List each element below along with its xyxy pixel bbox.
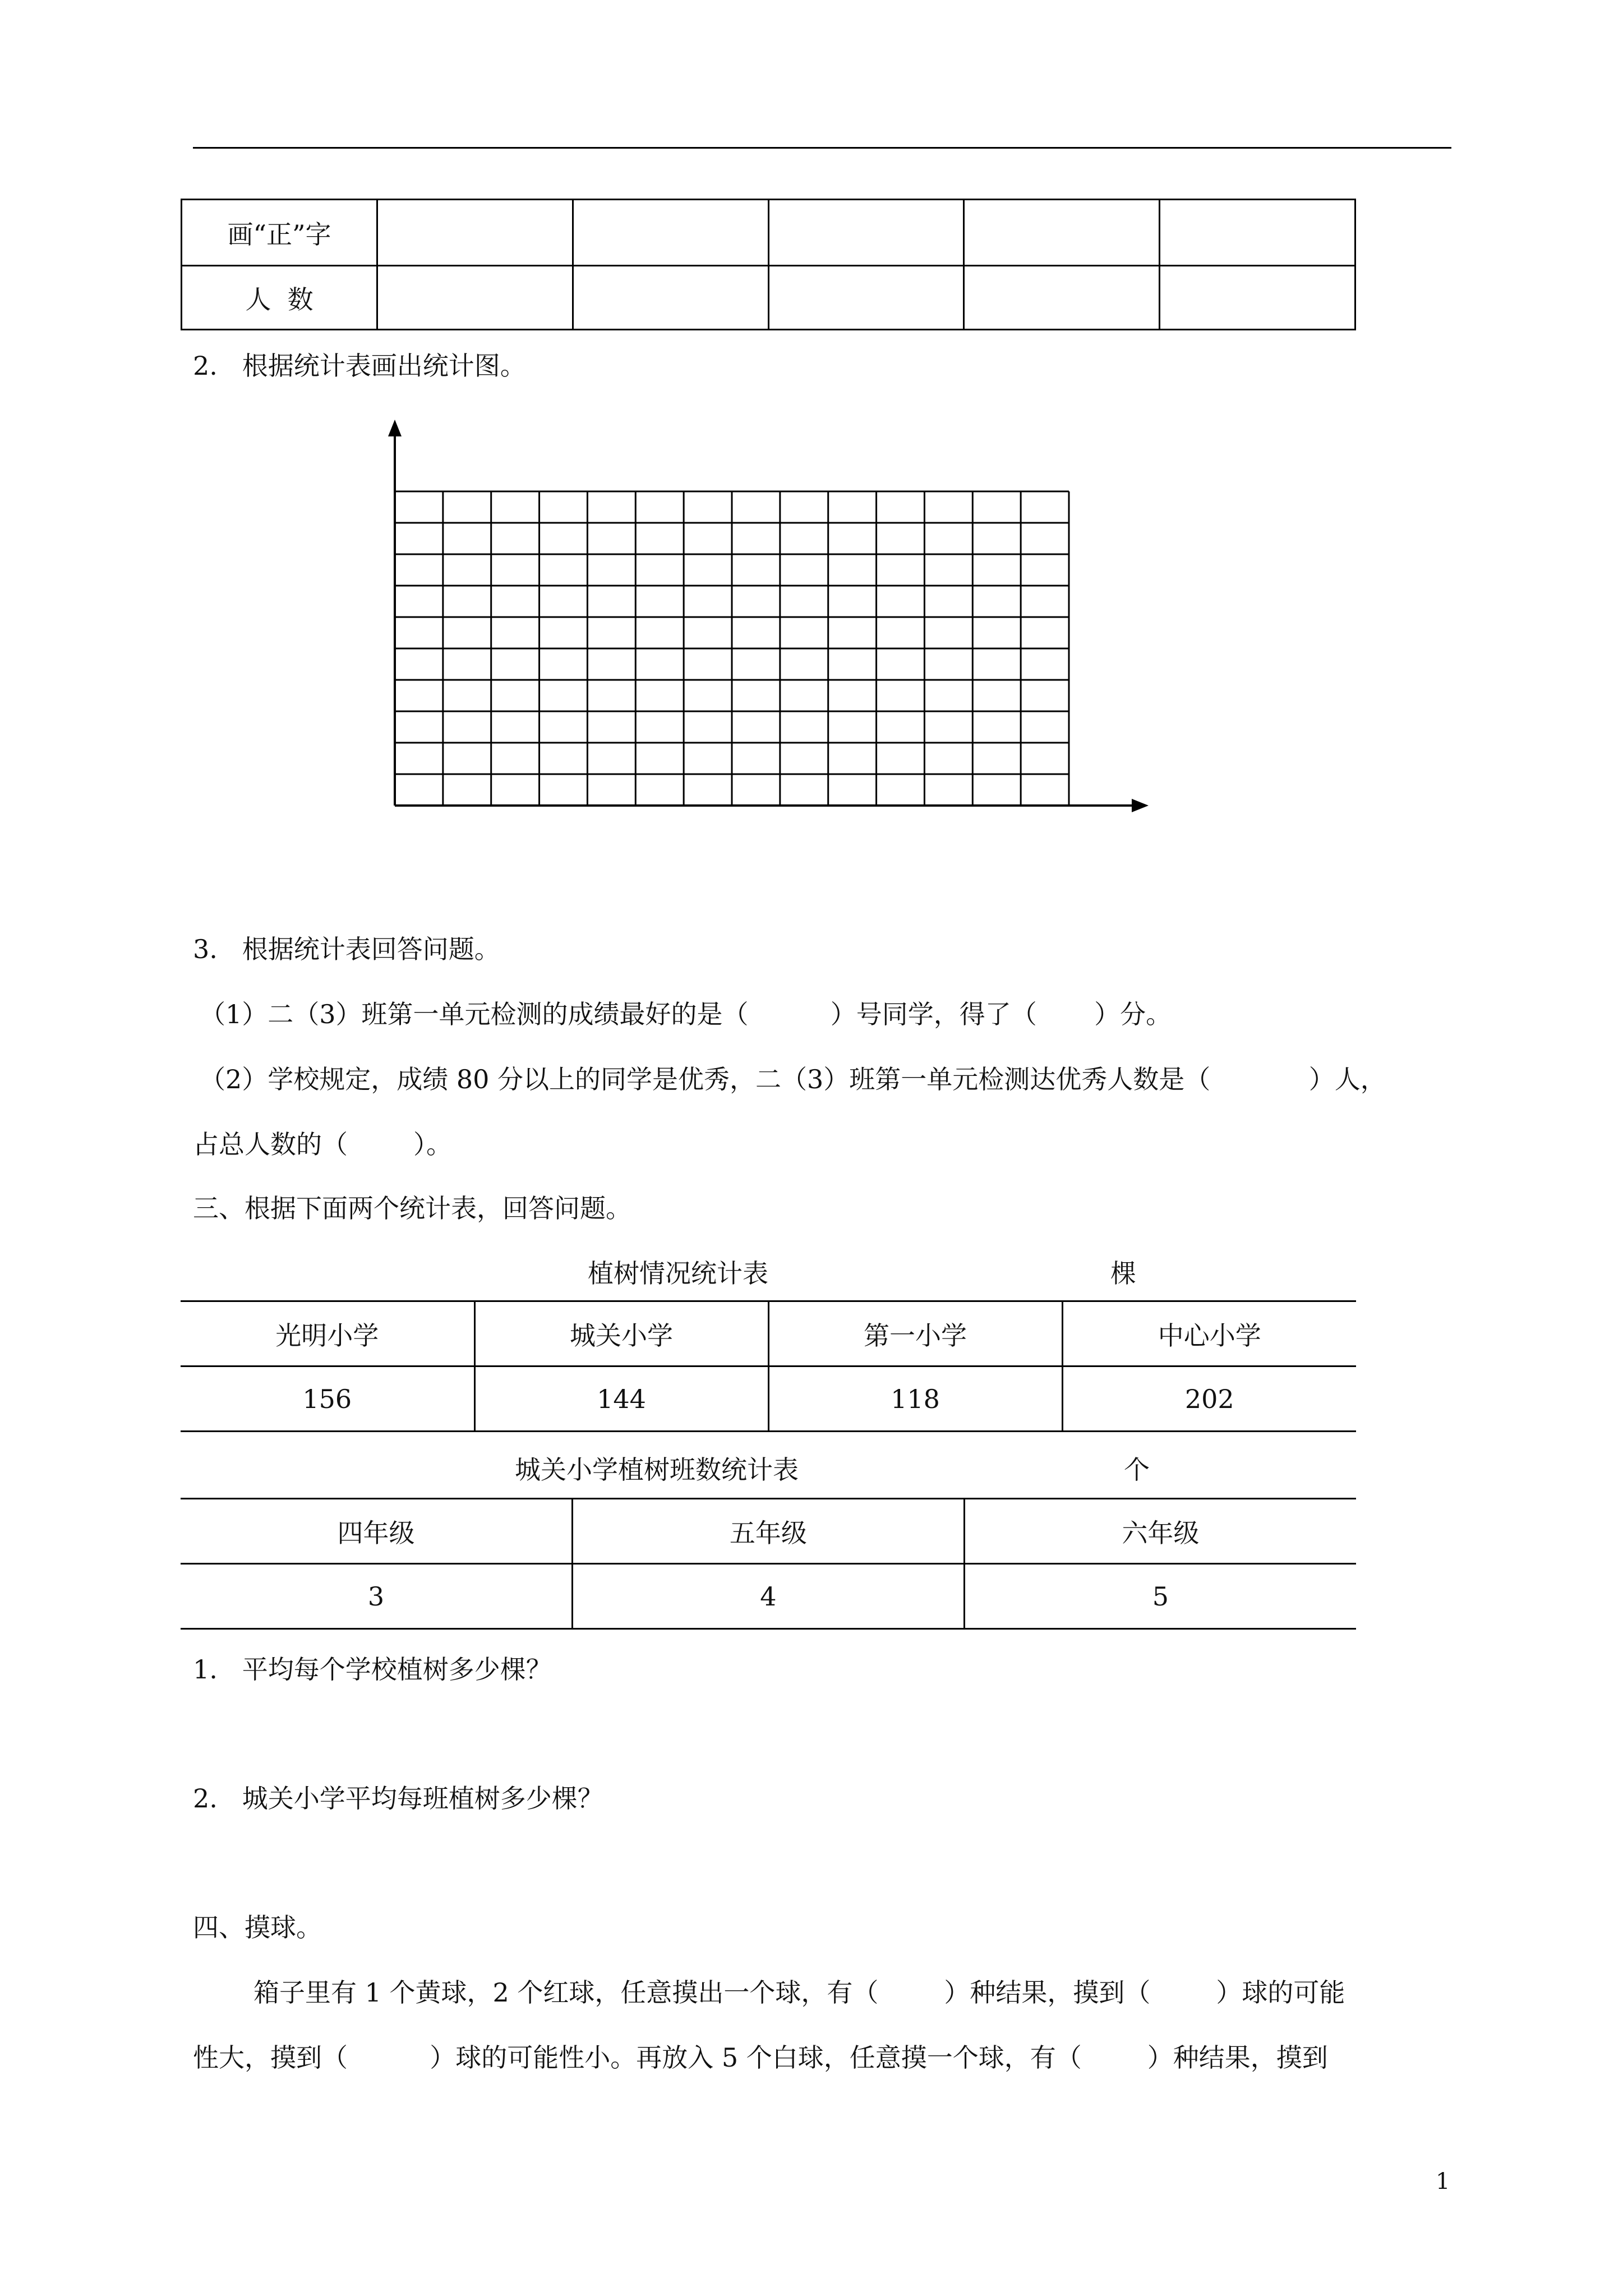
- tally-cell: [768, 200, 964, 266]
- tally-row: [182, 200, 1355, 266]
- table1-header-row: [181, 1301, 1356, 1366]
- page-number: 1: [1436, 2169, 1450, 2194]
- table1-value: 118: [768, 1366, 1062, 1432]
- table2-header-row: [181, 1499, 1356, 1564]
- table1-header: 光明小学: [181, 1301, 474, 1366]
- table1-value: 144: [474, 1366, 768, 1432]
- y-axis-arrow: [388, 420, 402, 436]
- question-3-sub1: （1）二（3）班第一单元检测的成绩最好的是（ ）号同学，得了（ ）分。: [200, 999, 1172, 1029]
- table2-header: 四年级: [181, 1499, 573, 1564]
- table1-value: 156: [181, 1366, 474, 1432]
- blank-grid-chart: [370, 409, 1155, 819]
- section-3-question-1: 1. 平均每个学校植树多少棵？: [193, 1654, 552, 1685]
- tally-cell: [964, 200, 1160, 266]
- question-3-sub2-cont: 占总人数的（ ）。: [193, 1129, 452, 1159]
- question-2-text: 2. 根据统计表画出统计图。: [193, 351, 526, 381]
- question-3-heading: 3. 根据统计表回答问题。: [193, 934, 500, 964]
- section-4-line-2: 性大，摸到（ ）球的可能性小。再放入 5 个白球，任意摸一个球，有（ ）种结果，摸到: [193, 2042, 1328, 2073]
- table2-unit: 个: [1124, 1455, 1150, 1485]
- table1-caption: 植树情况统计表: [588, 1258, 768, 1289]
- tally-cell: [573, 200, 768, 266]
- section-3-question-2: 2. 城关小学平均每班植树多少棵？: [193, 1783, 603, 1814]
- table2-caption: 城关小学植树班数统计表: [515, 1455, 799, 1485]
- table2-value: 5: [964, 1564, 1356, 1629]
- table1-header: 第一小学: [768, 1301, 1062, 1366]
- tally-cell: [1160, 200, 1355, 266]
- table1-header: 中心小学: [1062, 1301, 1356, 1366]
- question-3-sub2: （2）学校规定，成绩 80 分以上的同学是优秀，二（3）班第一单元检测达优秀人数是（ ）人，: [200, 1064, 1386, 1094]
- section-3-title: 三、根据下面两个统计表，回答问题。: [193, 1193, 631, 1223]
- count-row: [182, 266, 1355, 330]
- x-axis-arrow: [1132, 799, 1149, 812]
- table1-value: 202: [1062, 1366, 1356, 1432]
- header-rule: [193, 147, 1451, 149]
- tally-row-label: 画“正”字: [182, 200, 377, 266]
- section-4-line-1: 箱子里有 1 个黄球，2 个红球，任意摸出一个球，有（ ）种结果，摸到（ ）球的可能: [253, 1977, 1345, 2008]
- count-row-label: 人 数: [182, 266, 377, 330]
- table2-header: 六年级: [964, 1499, 1356, 1564]
- count-cell: [1160, 266, 1355, 330]
- tally-cell: [377, 200, 573, 266]
- count-cell: [964, 266, 1160, 330]
- table2-value: 4: [573, 1564, 965, 1629]
- count-cell: [377, 266, 573, 330]
- table1-value-row: [181, 1366, 1356, 1432]
- count-cell: [768, 266, 964, 330]
- table1-header: 城关小学: [474, 1301, 768, 1366]
- tree-planting-table: [181, 1300, 1356, 1432]
- count-cell: [573, 266, 768, 330]
- class-count-table: [181, 1498, 1356, 1630]
- tally-table: [181, 199, 1356, 330]
- table2-value: 3: [181, 1564, 573, 1629]
- table1-unit: 棵: [1110, 1258, 1136, 1289]
- table2-header: 五年级: [573, 1499, 965, 1564]
- section-4-title: 四、摸球。: [193, 1912, 322, 1943]
- table2-value-row: [181, 1564, 1356, 1629]
